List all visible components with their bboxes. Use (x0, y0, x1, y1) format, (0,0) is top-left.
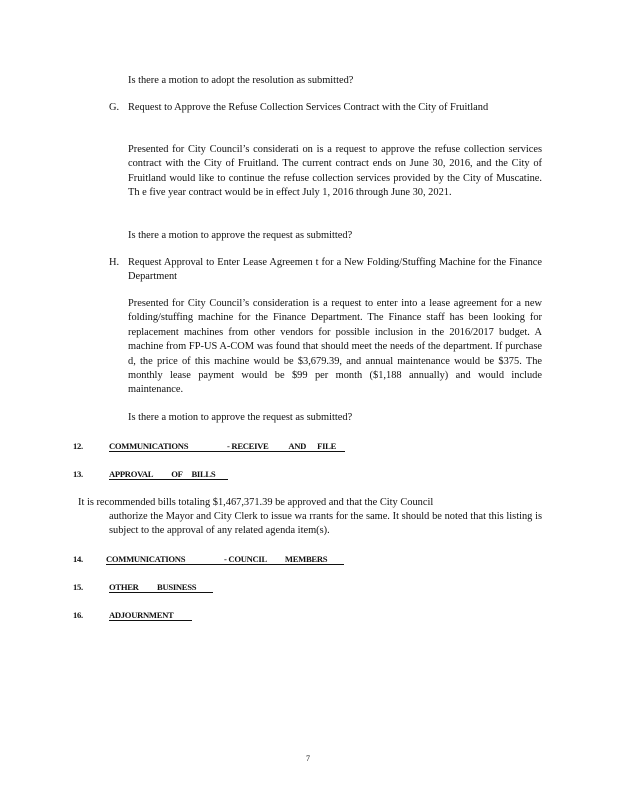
item-g-body: Presented for City Council’s considerati on is a request to approve the refuse collection services contract with the City of Fruitland. The current contract ends on June 30, 2016, and the City of Fruitland would like to continue the refuse collection services provided by the City of Muscatine. Th e five year contract would be in effect July 1, 2016 through June 30, 2021. (128, 144, 542, 199)
item-h-body: Presented for City Council’s consideration is a request to enter into a lease agreement for a new folding/stuffing machine for the Finance Department. The Finance staff has been looking for replacement machines from other vendors for possible inclusion in the 2016/2017 budget. A machine from FP-US A-COM was found that should meet the needs of the department. If purchase d, the price of this machine would be $3,679.39, and annual maintenance would be $375. The monthly lease payment would be $99 per month ($1,188 annually) and would include maintenance. (128, 298, 542, 396)
section-number-14: 14. (73, 554, 83, 564)
item-h-title: Request Approval to Enter Lease Agreemen t for a New Folding/Stuffing Machine for the Finance Department (128, 257, 542, 282)
section-title-other-business: OTHER BUSINESS (109, 582, 213, 592)
section-number-12: 12. (73, 441, 83, 451)
section-title-adjournment: ADJOURNMENT (109, 610, 192, 620)
item-h-motion: Is there a motion to approve the request as submitted? (128, 412, 353, 423)
bills-paragraph-first-line: It is recommended bills totaling $1,467,371.39 be approved and that the City Council (78, 497, 434, 508)
item-g-title: Request to Approve the Refuse Collection Services Contract with the City of Fruitland (128, 102, 489, 113)
section-title-communications-receive: COMMUNICATIONS - RECEIVE AND FILE (109, 441, 346, 451)
bills-paragraph-rest: authorize the Mayor and City Clerk to issue wa rrants for the same. It should be noted that this listing is subject to the approval of any related agenda item(s). (109, 511, 542, 537)
section-title-approval-of-bills: APPROVAL OF BILLS (109, 469, 229, 479)
section-number-16: 16. (73, 610, 83, 620)
item-letter-g: G. (109, 102, 120, 113)
section-number-15: 15. (73, 582, 83, 592)
page-number: 7 (306, 754, 310, 763)
motion-question: Is there a motion to adopt the resolution as submitted? (128, 75, 354, 86)
item-g-motion: Is there a motion to approve the request as submitted? (128, 230, 353, 241)
section-title-communications-council: COMMUNICATIONS - COUNCIL MEMBERS (106, 554, 344, 564)
section-number-13: 13. (73, 469, 83, 479)
item-letter-h: H. (109, 257, 120, 268)
